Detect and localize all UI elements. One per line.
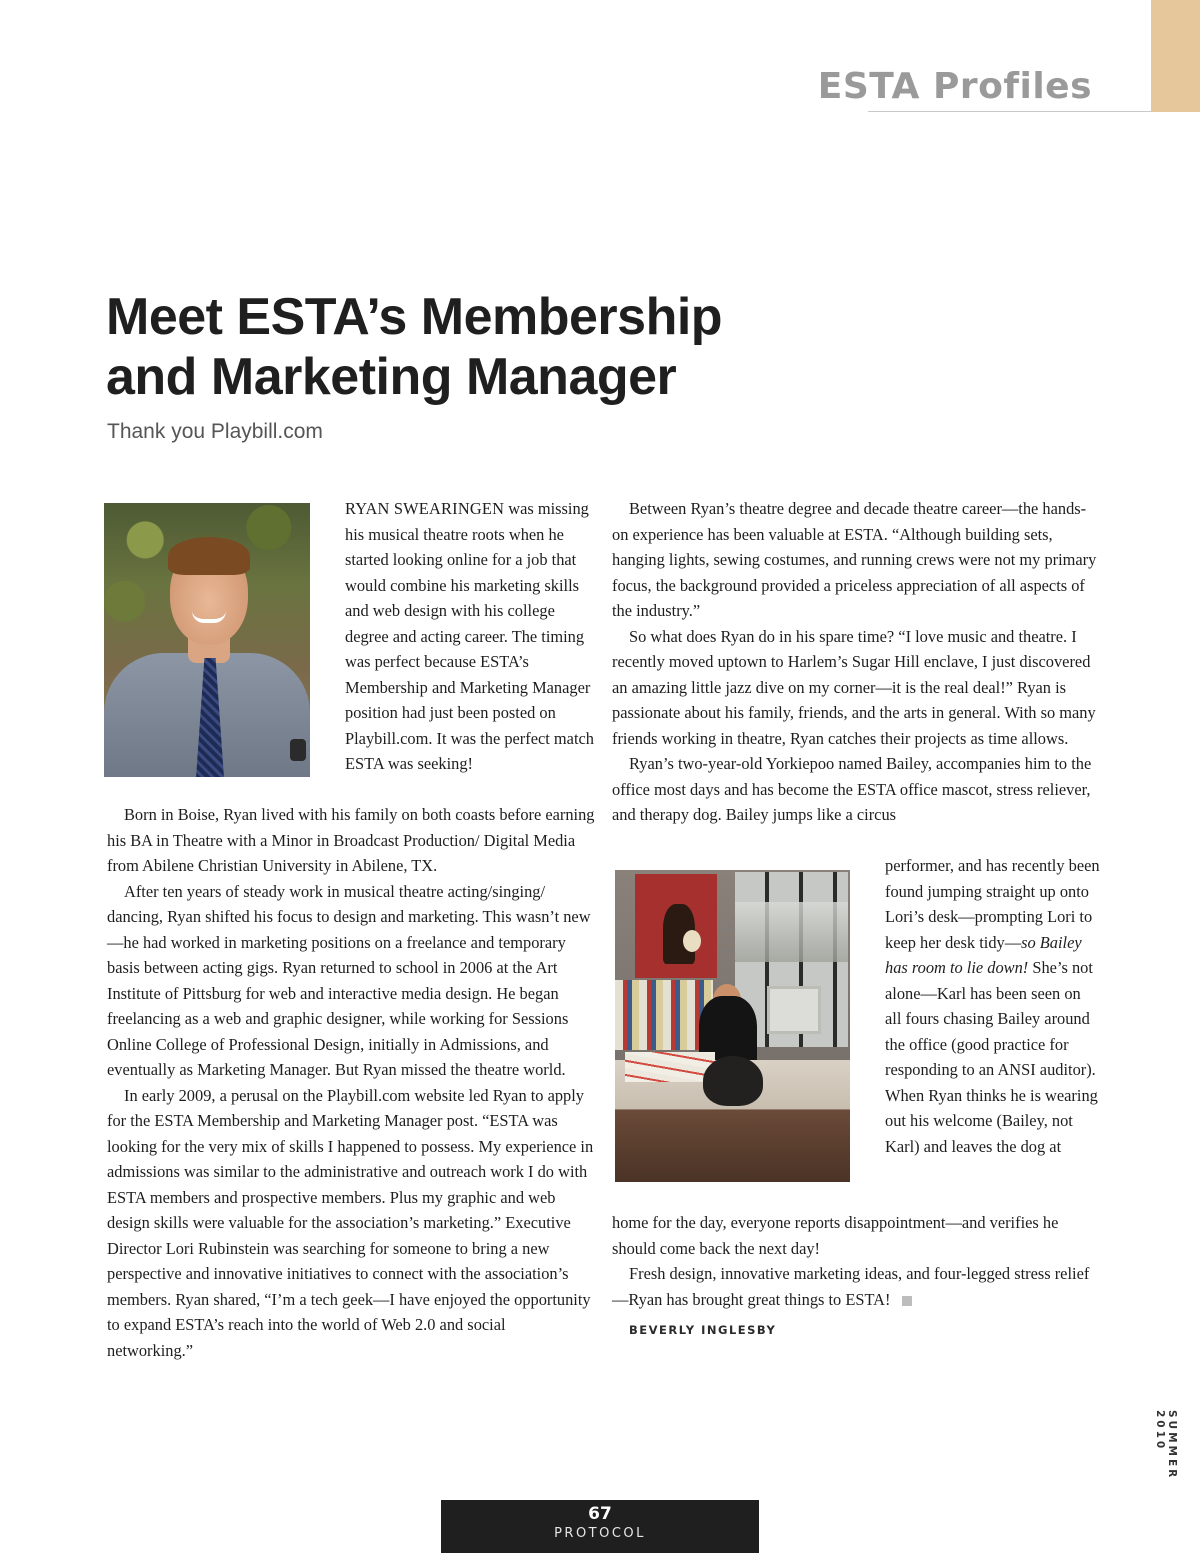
publication-name: PROTOCOL — [554, 1526, 646, 1541]
intro-text: was missing his musical theatre roots when he started looking online for a job that would combine his marketing skills and web design with his college degree and acting career. The timing was perfect because ESTA’s Membership and Marketing Manager position had just been posted on Playbill.com. It was the perfect match ESTA was seeking! — [345, 499, 594, 773]
byline: BEVERLY INGLESBY — [629, 1323, 777, 1337]
desk-papers — [625, 1052, 715, 1082]
wrap-text-italic: so Bailey has room to lie down! — [885, 932, 1082, 977]
section-title: ESTA Profiles — [817, 66, 1092, 107]
photo-wrap-text — [885, 853, 1100, 1159]
left-paragraph: Born in Boise, Ryan lived with his family on both coasts before earning his BA in Theatre with a Minor in Broadcast Production/ Digital Media from Abilene Christian University in Abilene, TX. — [107, 805, 595, 875]
page-number: 67 — [588, 1504, 612, 1524]
painting-moon — [683, 930, 701, 952]
window-view — [735, 902, 848, 962]
wrap-text-part: She’s not alone—Karl has been seen on all fours chasing Bailey around the office (good practice for responding to an ANSI auditor). When Ryan thinks he is wearing out his welcome (Bailey, not Karl) and leaves the dog at — [885, 958, 1098, 1156]
hair-shape — [168, 537, 250, 575]
intro-paragraph — [345, 496, 595, 777]
corner-tab-accent — [1151, 0, 1200, 112]
issue-side-label: SUMMER 2010 — [1154, 1410, 1178, 1481]
left-paragraph: In early 2009, a perusal on the Playbill.com website led Ryan to apply for the ESTA Membership and Marketing Manager post. “ESTA was looking for the very mix of skills I happened to possess. My experience in admissions was similar to the administrative and outreach work I do with ESTA members and prospective members. Plus my graphic and web design skills were valuable for the association’s marketing.” Executive Director Lori Rubinstein was searching for someone to bring a new perspective and innovative initiatives to connect with the association’s members. Ryan shared, “I’m a tech geek—I have enjoyed the opportunity to expand ESTA’s reach into the world of Web 2.0 and social networking.” — [107, 1085, 594, 1360]
right-paragraph: Ryan’s two-year-old Yorkiepoo named Bailey, accompanies him to the office most days and has become the ESTA office mascot, stress reliever, and therapy dog. Bailey jumps like a circus — [612, 754, 1092, 824]
article-headline: Meet ESTA’s Membership and Marketing Manager — [106, 288, 723, 406]
end-mark-icon — [902, 1296, 912, 1306]
right-paragraph: So what does Ryan do in his spare time? “I love music and theatre. I recently moved uptown to Harlem’s Sugar Hill enclave, I just discovered an amazing little jazz dive on my corner—it is the real deal!” Ryan is passionate about his family, friends, and the arts in general. With so many friends working in theatre, Ryan catches their projects as time allows. — [612, 626, 1096, 748]
closing-paragraph: Fresh design, innovative marketing ideas, and four-legged stress relief—Ryan has brought great things to ESTA! — [612, 1264, 1090, 1309]
ryan-portrait-photo — [104, 503, 310, 777]
wall-painting — [635, 874, 717, 978]
left-column-body — [107, 802, 595, 1363]
intro-name-smallcaps: RYAN SWEARINGEN — [345, 499, 505, 518]
office-photo — [615, 870, 850, 1182]
wrap-text-part: performer, and has recently been found jumping straight up onto Lori’s desk—prompting Lori to keep her desk tidy— — [885, 856, 1100, 952]
section-divider — [868, 111, 1151, 112]
article-subhead: Thank you Playbill.com — [107, 420, 323, 443]
right-paragraph: Between Ryan’s theatre degree and decade theatre career—the hands-on experience has been valuable at ESTA. “Although building sets, hanging lights, sewing costumes, and running crews were not my primary focus, the background provided a priceless appreciation of all aspects of the industry.” — [612, 499, 1097, 620]
watch-shape — [290, 739, 306, 761]
right-column-closing — [612, 1210, 1097, 1344]
computer-monitor — [767, 986, 821, 1034]
dog-on-desk — [703, 1056, 763, 1106]
page-footer — [441, 1500, 759, 1553]
continuation-paragraph: home for the day, everyone reports disappointment—and verifies he should come back the next day! — [612, 1213, 1059, 1258]
left-paragraph: After ten years of steady work in musical theatre acting/singing/ dancing, Ryan shifted his focus to design and marketing. This wasn’t new—he had worked in marketing positions on a freelance and temporary basis between acting gigs. Ryan returned to school in 2006 at the Art Institute of Pittsburg for web and interactive media design. He began freelancing as a web and graphic designer, while working for Sessions Online College of Professional Design, initially in Admissions, and eventually as Marketing Manager. But Ryan missed the theatre world. — [107, 881, 591, 1079]
right-column-body — [612, 496, 1097, 828]
